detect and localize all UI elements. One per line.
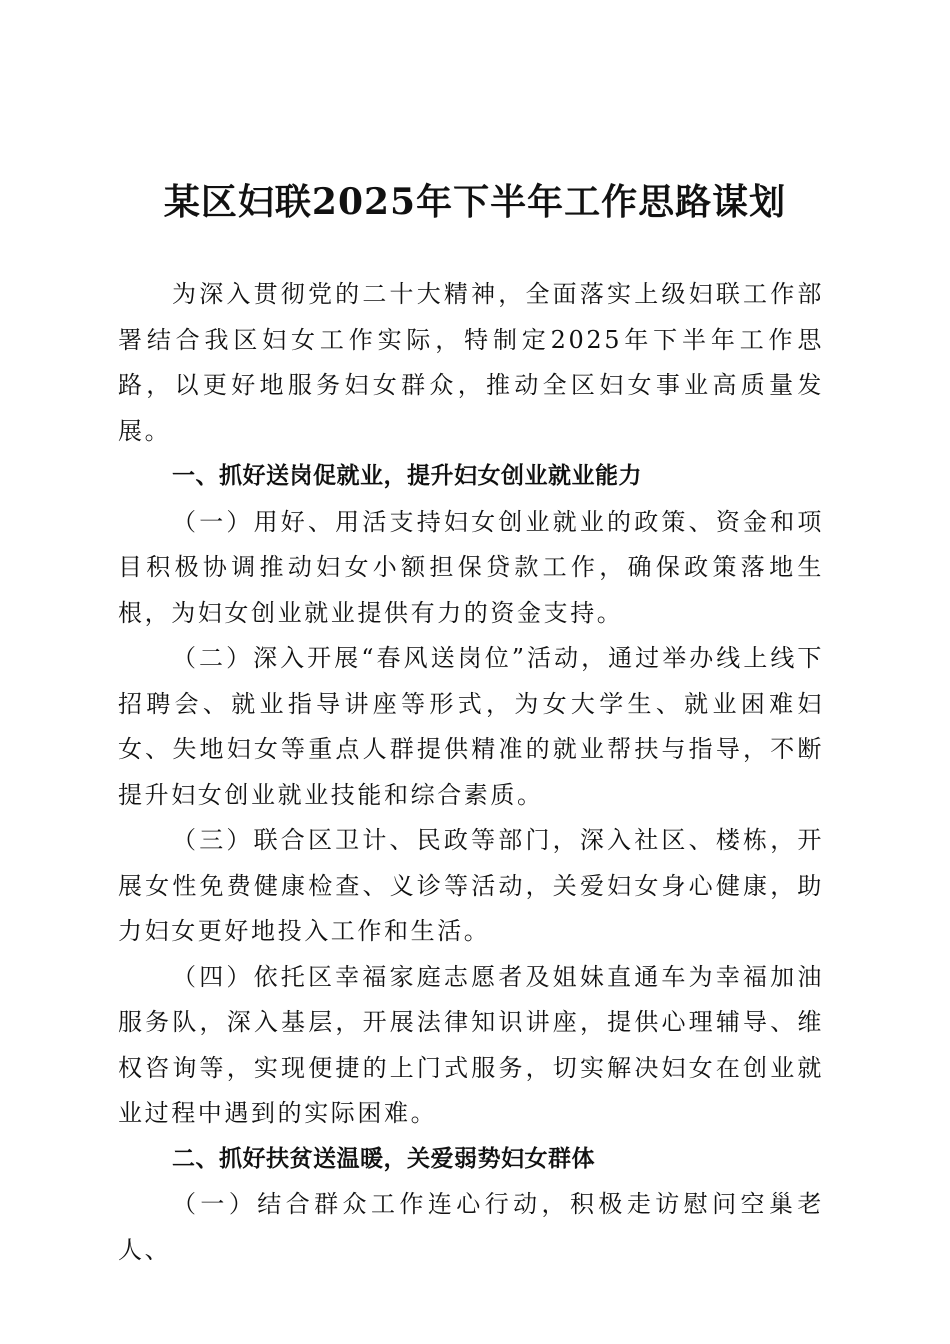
section-1-heading: 一、抓好送岗促就业，提升妇女创业就业能力 <box>172 463 642 489</box>
section-2-heading: 二、抓好扶贫送温暖，关爱弱势妇女群体 <box>172 1145 595 1172</box>
intro-paragraph: 为深入贯彻党的二十大精神，全面落实上级妇联工作部署结合我区妇女工作实际，特制定2025年下半年工作思路，以更好地服务妇女群众，推动全区妇女事业高质量发展。 <box>118 280 824 445</box>
document-title: 某区妇联2025年下半年工作思路谋划 <box>163 181 787 223</box>
section-1-item-1: （一）用好、用活支持妇女创业就业的政策、资金和项目积极协调推动妇女小额担保贷款工作，确保政策落地生根，为妇女创业就业提供有力的资金支持。 <box>118 507 824 627</box>
section-1-item-4: （四）依托区幸福家庭志愿者及姐妹直通车为幸福加油服务队，深入基层，开展法律知识讲座，提供心理辅导、维权咨询等，实现便捷的上门式服务，切实解决妇女在创业就业过程中遇到的实际困难。 <box>118 962 824 1127</box>
document-body <box>118 272 824 1273</box>
section-2-item-1: （一）结合群众工作连心行动，积极走访慰问空巢老人、 <box>118 1190 824 1264</box>
section-1-item-2: （二）深入开展“春风送岗位”活动，通过举办线上线下招聘会、就业指导讲座等形式，为女大学生、就业困难妇女、失地妇女等重点人群提供精准的就业帮扶与指导，不断提升妇女创业就业技能和综合素质。 <box>118 644 824 809</box>
section-1-item-3: （三）联合区卫计、民政等部门，深入社区、楼栋，开展女性免费健康检查、义诊等活动，关爱妇女身心健康，助力妇女更好地投入工作和生活。 <box>118 826 824 945</box>
